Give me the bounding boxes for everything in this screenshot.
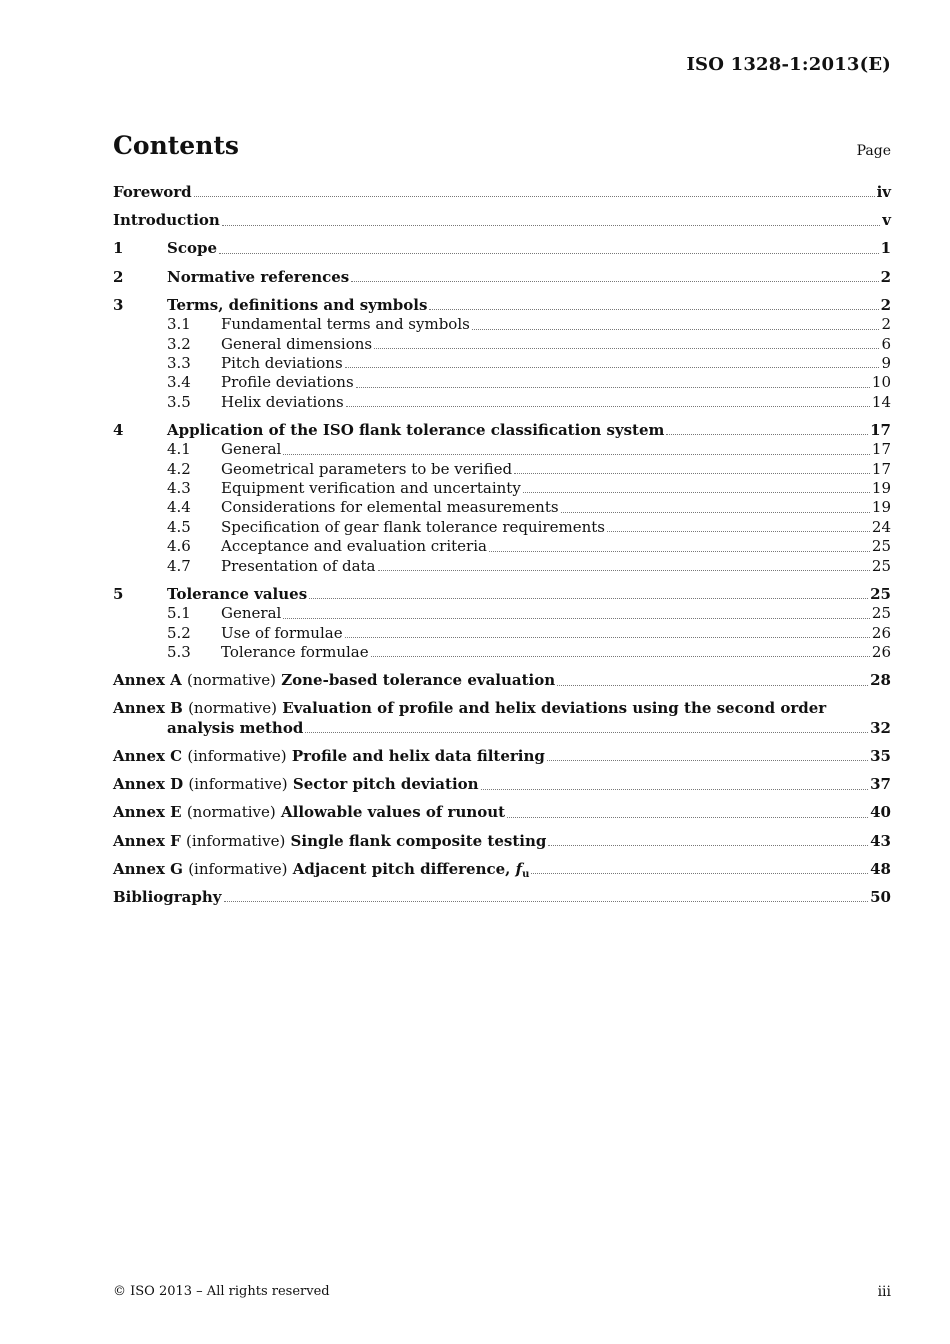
annex-label: Annex B: [113, 699, 183, 718]
math-subscript: u: [522, 868, 530, 880]
toc-section-number: 3.1: [167, 315, 191, 334]
toc-subentry[interactable]: [113, 557, 891, 576]
toc-entry-title: Specification of gear flank tolerance requirements: [221, 517, 605, 536]
annex-title: Adjacent pitch difference,: [292, 859, 511, 878]
toc-page-number: 14: [871, 392, 891, 411]
toc-entry-normative-references[interactable]: [113, 268, 891, 287]
toc-page-number: 25: [871, 556, 891, 575]
annex-title: Allowable values of runout: [280, 803, 506, 822]
toc-section-number: 5.1: [167, 604, 191, 623]
toc-section-number: 5.2: [167, 623, 191, 642]
toc-page-number: 50: [870, 887, 891, 906]
toc-entry-annex-b[interactable]: [113, 699, 891, 718]
toc-page-number: 25: [871, 604, 891, 623]
toc-entry-tolerance-values[interactable]: [113, 585, 891, 604]
toc-entry-title: [113, 775, 479, 794]
page-column-label: Page: [856, 143, 891, 159]
toc-entry-title: Introduction: [113, 211, 220, 230]
dot-leader: [345, 366, 880, 368]
toc-section-number: 5: [113, 584, 124, 603]
toc-page-number: 17: [870, 420, 891, 439]
dot-leader: [194, 195, 875, 197]
annex-title: Evaluation of profile and helix deviations using the second order: [282, 699, 827, 718]
annex-label: Annex F: [113, 831, 181, 850]
toc-page-number: 1: [880, 239, 891, 258]
toc-entry-title: [113, 832, 546, 851]
toc-section-number: 3: [113, 295, 124, 314]
page-number: iii: [877, 1284, 891, 1300]
toc-entry-title: Tolerance values: [167, 584, 308, 603]
annex-kind: (normative): [186, 803, 276, 822]
copyright-notice: © ISO 2013 – All rights reserved: [113, 1284, 330, 1299]
dot-leader: [548, 844, 868, 846]
toc-entry-title: [113, 699, 826, 718]
dot-leader: [224, 900, 869, 902]
dot-leader: [481, 788, 869, 790]
toc-page-number: 10: [871, 373, 891, 392]
dot-leader: [222, 224, 880, 226]
dot-leader: [531, 872, 868, 874]
dot-leader: [666, 433, 868, 435]
toc-section-number: 4.2: [167, 459, 191, 478]
toc-page-number: 24: [871, 517, 891, 536]
toc-section-number: 4.3: [167, 479, 191, 498]
toc-page-number: iv: [876, 183, 891, 201]
annex-title-continued: analysis method: [167, 718, 304, 737]
toc-subentry[interactable]: [113, 498, 891, 517]
toc-section-number: 1: [113, 239, 124, 258]
dot-leader: [345, 636, 870, 638]
toc-entry-annex-d[interactable]: [113, 775, 891, 794]
dot-leader: [557, 684, 868, 686]
toc-subentry[interactable]: [113, 460, 891, 479]
toc-entry-title: Scope: [167, 239, 218, 258]
dot-leader: [283, 617, 870, 619]
toc-entry-annex-b-continued[interactable]: [113, 719, 891, 738]
annex-kind: (informative): [188, 775, 288, 794]
toc-subentry[interactable]: [113, 373, 891, 392]
toc-entry-title: Tolerance formulae: [221, 642, 369, 661]
toc-page-number: 9: [881, 353, 891, 372]
toc-subentry[interactable]: [113, 643, 891, 662]
toc-entry-title: [113, 860, 529, 884]
toc-entry-title: Bibliography: [113, 887, 222, 906]
math-symbol: f: [515, 859, 523, 878]
toc-entry-annex-g[interactable]: [113, 860, 891, 879]
toc-section-number: 3.4: [167, 373, 191, 392]
toc-section-number: 4.5: [167, 517, 191, 536]
annex-title: Profile and helix data filtering: [291, 746, 545, 765]
toc-subentry[interactable]: [113, 518, 891, 537]
toc-entry-foreword[interactable]: [113, 183, 891, 202]
toc-page-number: 6: [881, 334, 891, 353]
document-identifier: ISO 1328-1:2013(E): [686, 54, 891, 75]
page-title: Contents: [113, 131, 240, 160]
toc-subentry[interactable]: [113, 537, 891, 556]
toc-subentry[interactable]: [113, 440, 891, 459]
toc-entry-annex-f[interactable]: [113, 832, 891, 851]
toc-page-number: 19: [871, 498, 891, 517]
toc-entry-title: General: [221, 440, 282, 459]
toc-entry-scope[interactable]: [113, 239, 891, 258]
toc-page-number: 40: [870, 803, 891, 822]
toc-entry-title: Profile deviations: [221, 373, 354, 392]
dot-leader: [371, 655, 870, 657]
toc-page-number: 43: [870, 831, 891, 850]
toc-page-number: 2: [880, 295, 891, 314]
dot-leader: [309, 597, 868, 599]
toc-section-number: 4: [113, 420, 124, 439]
annex-kind: (informative): [187, 746, 287, 765]
toc-page-number: 2: [880, 267, 891, 286]
dot-leader: [607, 530, 870, 532]
annex-kind: (informative): [186, 831, 286, 850]
toc-page-number: 28: [870, 671, 891, 690]
annex-label: Annex G: [113, 859, 183, 878]
dot-leader: [351, 280, 878, 282]
dot-leader: [356, 386, 870, 388]
toc-page-number: 17: [871, 440, 891, 459]
toc-entry-title: Geometrical parameters to be verified: [221, 459, 513, 478]
toc-page-number: 17: [871, 459, 891, 478]
toc-entry-title: Use of formulae: [221, 623, 343, 642]
toc-entry-title: Application of the ISO flank tolerance classification system: [167, 420, 665, 439]
toc-page-number: 26: [871, 623, 891, 642]
toc-page-number: 37: [870, 775, 891, 794]
dot-leader: [507, 816, 868, 818]
toc-page-number: v: [882, 211, 891, 230]
toc-entry-title: Normative references: [167, 267, 350, 286]
table-of-contents: [113, 183, 891, 907]
toc-entry-title: Equipment verification and uncertainty: [221, 479, 521, 498]
dot-leader: [472, 328, 880, 330]
toc-section-number: 5.3: [167, 642, 191, 661]
dot-leader: [514, 472, 870, 474]
dot-leader: [561, 511, 870, 513]
dot-leader: [219, 252, 879, 254]
toc-section-number: 3.3: [167, 353, 191, 372]
annex-label: Annex C: [113, 746, 183, 765]
toc-entry-title: Fundamental terms and symbols: [221, 315, 470, 334]
dot-leader: [374, 347, 879, 349]
toc-entry-title: General dimensions: [221, 334, 373, 353]
toc-subentry[interactable]: [113, 335, 891, 354]
toc-entry-title: [113, 803, 505, 822]
toc-section-number: 3.2: [167, 334, 191, 353]
toc-entry-introduction[interactable]: [113, 211, 891, 230]
dot-leader: [305, 731, 868, 733]
toc-entry-application[interactable]: [113, 421, 891, 440]
toc-subentry[interactable]: [113, 315, 891, 334]
toc-page-number: 26: [871, 642, 891, 661]
toc-subentry[interactable]: [113, 354, 891, 373]
toc-page-number: 25: [870, 584, 891, 603]
toc-subentry[interactable]: [113, 604, 891, 623]
toc-entry-title: General: [221, 604, 282, 623]
toc-section-number: 3.5: [167, 392, 191, 411]
toc-page-number: 19: [871, 479, 891, 498]
toc-subentry[interactable]: [113, 624, 891, 643]
toc-entry-annex-e[interactable]: [113, 803, 891, 822]
dot-leader: [489, 550, 870, 552]
toc-entry-annex-c[interactable]: [113, 747, 891, 766]
dot-leader: [346, 405, 870, 407]
toc-entry-title: Terms, definitions and symbols: [167, 295, 428, 314]
annex-label: Annex A: [113, 671, 182, 690]
toc-section-number: 4.7: [167, 556, 191, 575]
annex-kind: (informative): [188, 859, 288, 878]
toc-page-number: 25: [871, 537, 891, 556]
dot-leader: [378, 569, 870, 571]
annex-title: Single flank composite testing: [290, 831, 547, 850]
toc-entry-title: Helix deviations: [221, 392, 344, 411]
annex-kind: (normative): [188, 699, 277, 718]
toc-entry-title: Foreword: [113, 183, 192, 201]
toc-section-number: 2: [113, 267, 124, 286]
annex-title: Zone-based tolerance evaluation: [281, 671, 556, 690]
toc-section-number: 4.1: [167, 440, 191, 459]
dot-leader: [429, 308, 878, 310]
toc-entry-terms-definitions[interactable]: [113, 296, 891, 315]
toc-entry-annex-a[interactable]: [113, 671, 891, 690]
annex-label: Annex E: [113, 803, 182, 822]
toc-subentry[interactable]: [113, 479, 891, 498]
toc-entry-title: [113, 747, 545, 766]
annex-title: Sector pitch deviation: [292, 775, 479, 794]
toc-section-number: 4.6: [167, 537, 191, 556]
toc-entry-title: Acceptance and evaluation criteria: [221, 537, 487, 556]
annex-label: Annex D: [113, 775, 184, 794]
dot-leader: [523, 491, 870, 493]
annex-kind: (normative): [187, 671, 276, 690]
dot-leader: [283, 453, 870, 455]
dot-leader: [547, 759, 868, 761]
toc-entry-title: Pitch deviations: [221, 353, 343, 372]
toc-page-number: 32: [870, 718, 891, 737]
toc-section-number: 4.4: [167, 498, 191, 517]
toc-entry-bibliography[interactable]: [113, 888, 891, 907]
toc-page-number: 48: [870, 859, 891, 878]
toc-entry-title: [113, 671, 555, 690]
toc-entry-title: Considerations for elemental measurements: [221, 498, 559, 517]
toc-page-number: 2: [881, 315, 891, 334]
toc-subentry[interactable]: [113, 393, 891, 412]
toc-entry-title: Presentation of data: [221, 556, 376, 575]
toc-page-number: 35: [870, 746, 891, 765]
